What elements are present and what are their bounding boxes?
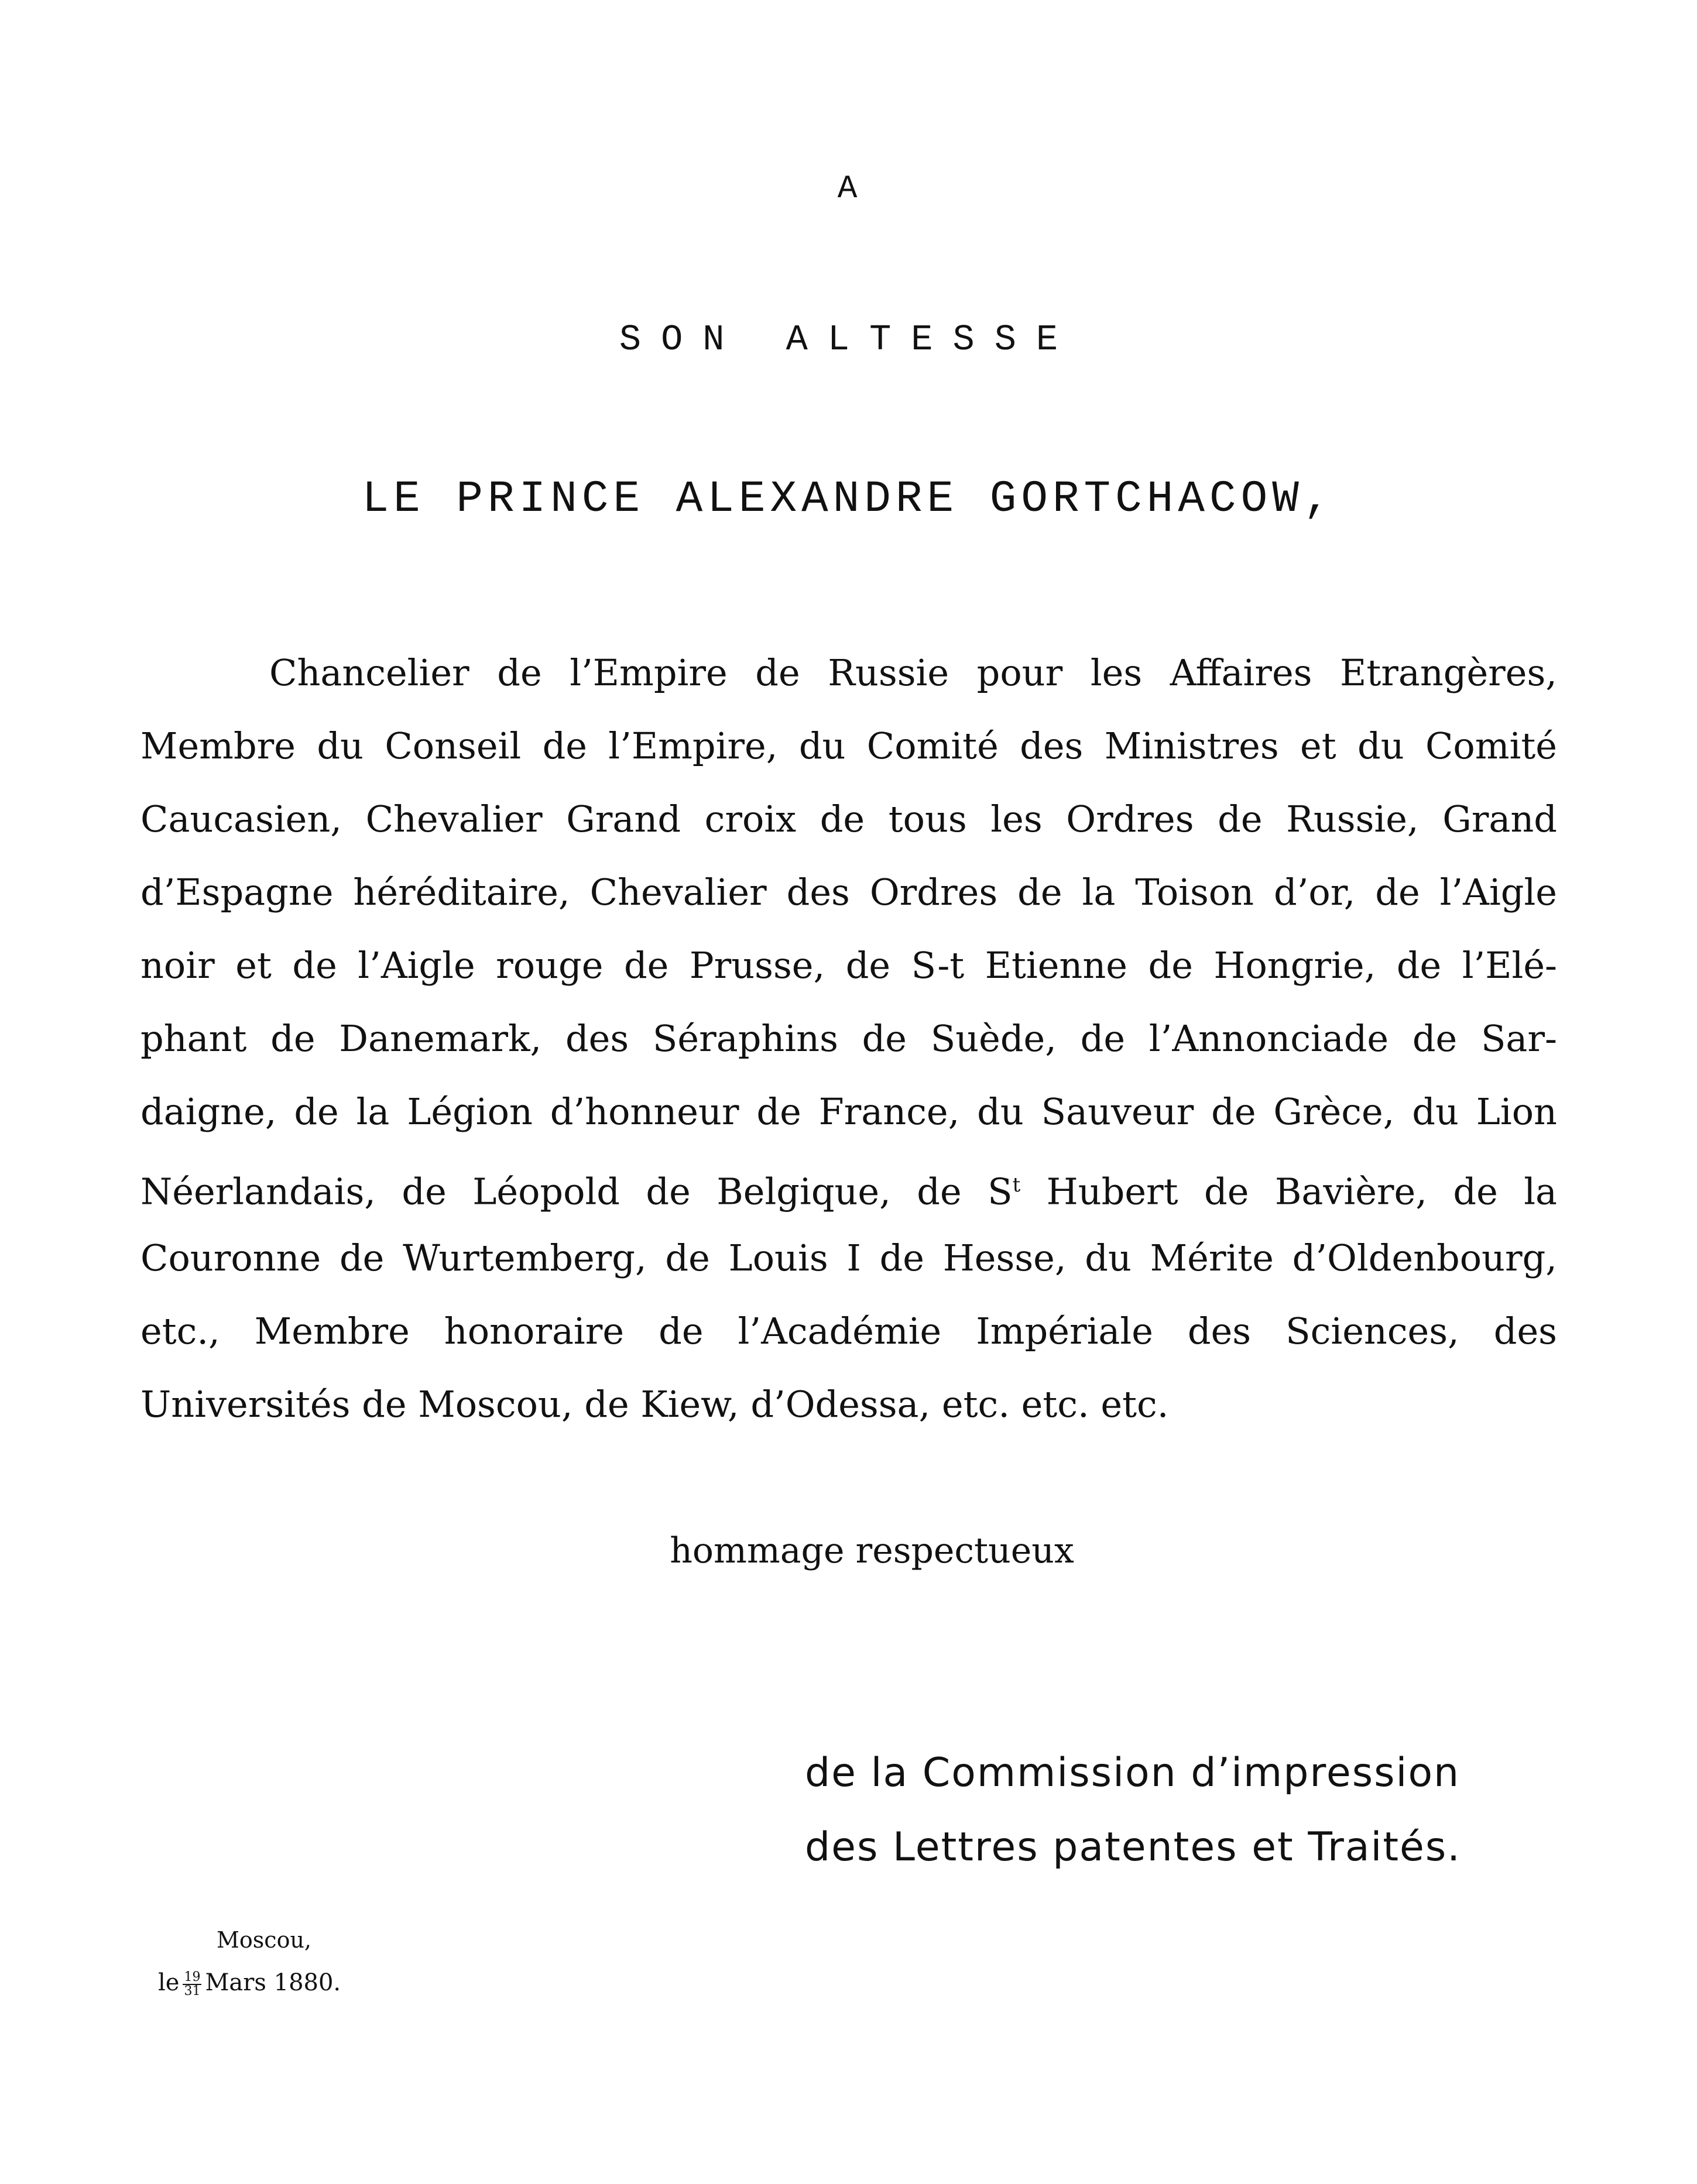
date-fraction xyxy=(183,1971,201,1998)
titles-line: etc., Membre honoraire de l’Académie Impériale des Sciences, des xyxy=(140,1310,1557,1352)
titles-line: Universités de Moscou, de Kiew, d’Odessa, etc. etc. etc. xyxy=(140,1383,1169,1426)
date-line xyxy=(158,1969,341,1998)
titles-line: phant de Danemark, des Séraphins de Suède, de l’Annonciade de Sar- xyxy=(140,1017,1557,1060)
hommage-line: hommage respectueux xyxy=(670,1530,1074,1571)
date-day-new: 31 xyxy=(184,1984,201,1998)
titles-line: Membre du Conseil de l’Empire, du Comité des Ministres et du Comité xyxy=(140,724,1557,767)
dedication-a: A xyxy=(837,170,860,207)
titles-line: daigne, de la Légion d’honneur de France, du Sauveur de Grèce, du Lion xyxy=(140,1090,1557,1133)
signature-line-2: des Lettres patentes et Traités. xyxy=(805,1824,1461,1870)
date-day-old: 19 xyxy=(184,1970,201,1984)
title-son-altesse: SON ALTESSE xyxy=(619,319,1078,360)
titles-line: Chancelier de l’Empire de Russie pour les Affaires Etrangères, xyxy=(269,651,1557,694)
titles-line: d’Espagne héréditaire, Chevalier des Ordres de la Toison d’or, de l’Aigle xyxy=(140,871,1557,914)
titles-line-part: Néerlandais, de Léopold de Belgique, de S xyxy=(140,1170,1013,1213)
superscript-t: t xyxy=(1012,1173,1021,1197)
titles-line: noir et de l’Aigle rouge de Prusse, de S-t Etienne de Hongrie, de l’Elé- xyxy=(140,944,1557,987)
titles-line-part: Hubert de Bavière, de la xyxy=(1020,1170,1557,1213)
title-prince-name: LE PRINCE ALEXANDRE GORTCHACOW, xyxy=(362,474,1335,524)
signature-line-1: de la Commission d’impression xyxy=(805,1750,1461,1796)
titles-line: Caucasien, Chevalier Grand croix de tous les Ordres de Russie, Grand xyxy=(140,798,1557,840)
titles-line-with-sup xyxy=(140,1162,1557,1215)
place: Moscou, xyxy=(217,1927,312,1953)
date-month-year: Mars 1880. xyxy=(205,1969,341,1996)
titles-line: Couronne de Wurtemberg, de Louis I de Hesse, du Mérite d’Oldenbourg, xyxy=(140,1237,1557,1279)
date-le: le xyxy=(158,1969,180,1996)
